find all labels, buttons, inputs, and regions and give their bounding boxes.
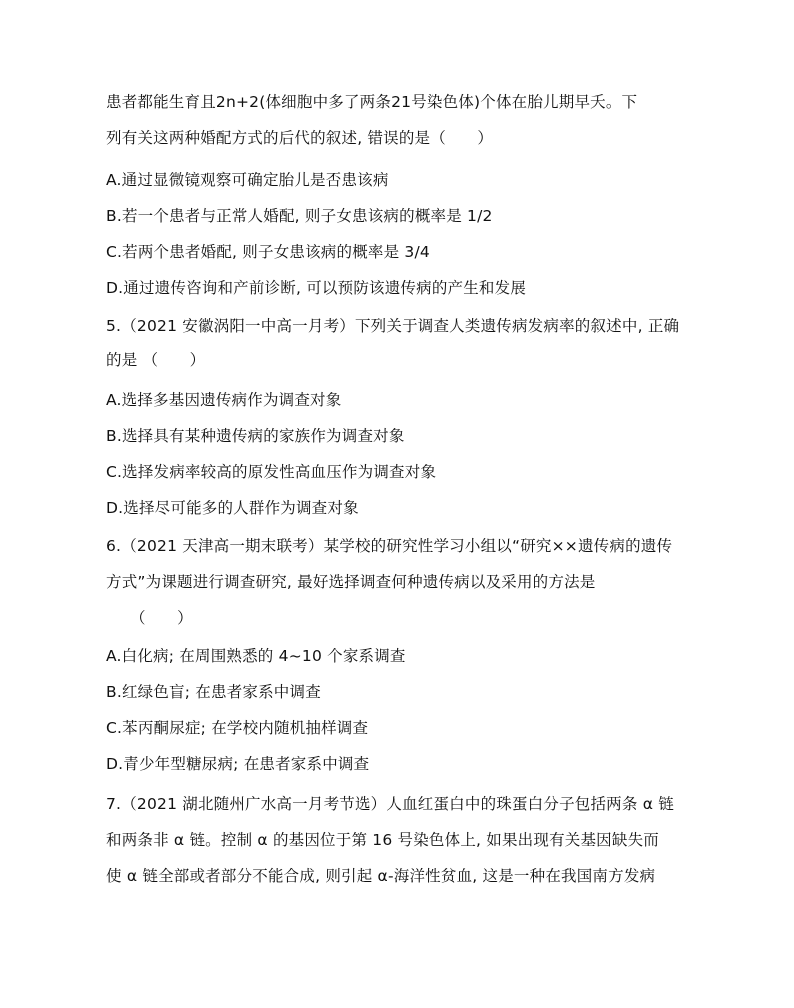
question-5-line-2: 的是 （ ） (106, 351, 206, 369)
question-5-line-1: 5.（2021 安徽涡阳一中高一月考）下列关于调查人类遗传病发病率的叙述中, 正确 (106, 317, 680, 335)
option-c-q5: C.选择发病率较高的原发性高血压作为调查对象 (106, 463, 437, 481)
question-7-line-1: 7.（2021 湖北随州广水高一月考节选）人血红蛋白中的珠蛋白分子包括两条 α 链 (106, 795, 674, 813)
option-d-q4: D.通过遗传咨询和产前诊断, 可以预防该遗传病的产生和发展 (106, 279, 527, 297)
option-c-q6: C.苯丙酮尿症; 在学校内随机抽样调查 (106, 719, 369, 737)
option-b-q6: B.红绿色盲; 在患者家系中调查 (106, 683, 321, 701)
option-b-q5: B.选择具有某种遗传病的家族作为调查对象 (106, 427, 405, 445)
option-b-q4: B.若一个患者与正常人婚配, 则子女患该病的概率是 1/2 (106, 207, 493, 225)
question-6-line-2: 方式”为课题进行调查研究, 最好选择调查何种遗传病以及采用的方法是 (106, 573, 596, 591)
option-d-q5: D.选择尽可能多的人群作为调查对象 (106, 499, 359, 517)
text-line-2: 列有关这两种婚配方式的后代的叙述, 错误的是（ ） (106, 129, 494, 147)
question-6-line-3: （ ） (130, 609, 193, 627)
question-7-line-3: 使 α 链全部或者部分不能合成, 则引起 α-海洋性贫血, 这是一种在我国南方发病 (106, 867, 656, 885)
option-c-q4: C.若两个患者婚配, 则子女患该病的概率是 3/4 (106, 243, 430, 261)
text-line-1: 患者都能生育且2n+2(体细胞中多了两条21号染色体)个体在胎儿期早夭。下 (106, 93, 638, 111)
question-6-line-1: 6.（2021 天津高一期末联考）某学校的研究性学习小组以“研究××遗传病的遗传 (106, 537, 673, 555)
option-a-q4: A.通过显微镜观察可确定胎儿是否患该病 (106, 171, 389, 189)
option-d-q6: D.青少年型糖尿病; 在患者家系中调查 (106, 755, 370, 773)
option-a-q5: A.选择多基因遗传病作为调查对象 (106, 391, 342, 409)
option-a-q6: A.白化病; 在周围熟悉的 4~10 个家系调查 (106, 647, 406, 665)
question-7-line-2: 和两条非 α 链。控制 α 的基因位于第 16 号染色体上, 如果出现有关基因缺失而 (106, 831, 659, 849)
